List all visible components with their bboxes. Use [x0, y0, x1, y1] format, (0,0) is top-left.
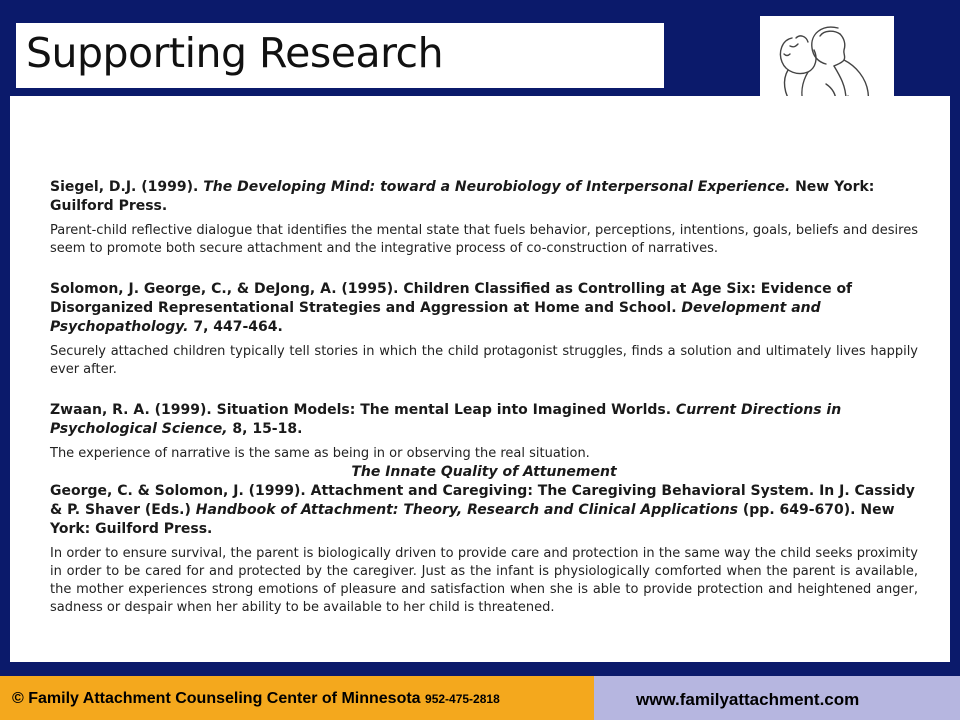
- citation-title: Development and Psychopathology.: [50, 300, 821, 335]
- description-zwaan: The experience of narrative is the same as being in or observing the real situation.: [50, 446, 590, 461]
- description-siegel: Parent-child reflective dialogue that identifies the mental state that fuels behavior, perceptions, intentions, goals, beliefs and desires seem to promote both secure attachment and the integrative process of co-construction of narratives.: [50, 223, 918, 256]
- title-box: [16, 23, 664, 88]
- footer: [0, 676, 960, 720]
- website-link[interactable]: www.familyattachment.com: [636, 690, 860, 709]
- citation-george: [50, 482, 918, 539]
- references-list: [50, 178, 918, 617]
- description-george: In order to ensure survival, the parent is biologically driven to provide care and protection in the same way the child seeks proximity in order to be cared for and protected by the caregiver. Just as the infant is physiologically comforted when the parent is available, the mother experiences strong emotions of pleasure and satisfaction when she is able to provide protection and heightened anger, sadness or despair when her ability to be available to her child is threatened.: [50, 546, 918, 615]
- section-subheading: The Innate Quality of Attunement: [351, 464, 617, 480]
- footer-organization: [12, 690, 500, 708]
- citation-publisher: (pp. 649-670). New York: Guilford Press.: [50, 502, 895, 537]
- organization-phone: 952-475-2818: [425, 692, 500, 706]
- citation-authors: Solomon, J. George, C., & DeJong, A. (1995). Children Classified as Controlling at Age Six: Evidence of Disorganized Representational Strategies and Aggression at Home and School.: [50, 281, 853, 316]
- citation-authors: Siegel, D.J. (1999).: [50, 179, 204, 195]
- slide-title: Supporting Research: [26, 29, 444, 77]
- description-solomon: Securely attached children typically tell stories in which the child protagonist struggles, finds a solution and ultimately lives happily ever after.: [50, 344, 918, 377]
- citation-authors: George, C. & Solomon, J. (1999). Attachment and Caregiving: The Caregiving Behavioral System. In J. Cassidy & P. Shaver (Eds.): [50, 483, 915, 518]
- citation-authors: Zwaan, R. A. (1999). Situation Models: The mental Leap into Imagined Worlds.: [50, 402, 676, 418]
- content-panel: [10, 96, 950, 662]
- citation-title: The Developing Mind: toward a Neurobiology of Interpersonal Experience.: [203, 179, 791, 195]
- citation-publisher: New York: Guilford Press.: [50, 179, 875, 214]
- footer-organization-panel: [0, 676, 594, 720]
- citation-publisher: 8, 15-18.: [227, 421, 303, 437]
- citation-title: Current Directions in Psychological Science,: [50, 402, 842, 437]
- citation-solomon: [50, 280, 918, 337]
- citation-title: Handbook of Attachment: Theory, Research and Clinical Applications: [195, 502, 739, 518]
- citation-zwaan: [50, 401, 918, 439]
- citation-publisher: 7, 447-464.: [188, 319, 283, 335]
- citation-siegel: [50, 178, 918, 216]
- footer-website-panel: [594, 676, 960, 720]
- organization-name: © Family Attachment Counseling Center of Minnesota: [12, 690, 426, 707]
